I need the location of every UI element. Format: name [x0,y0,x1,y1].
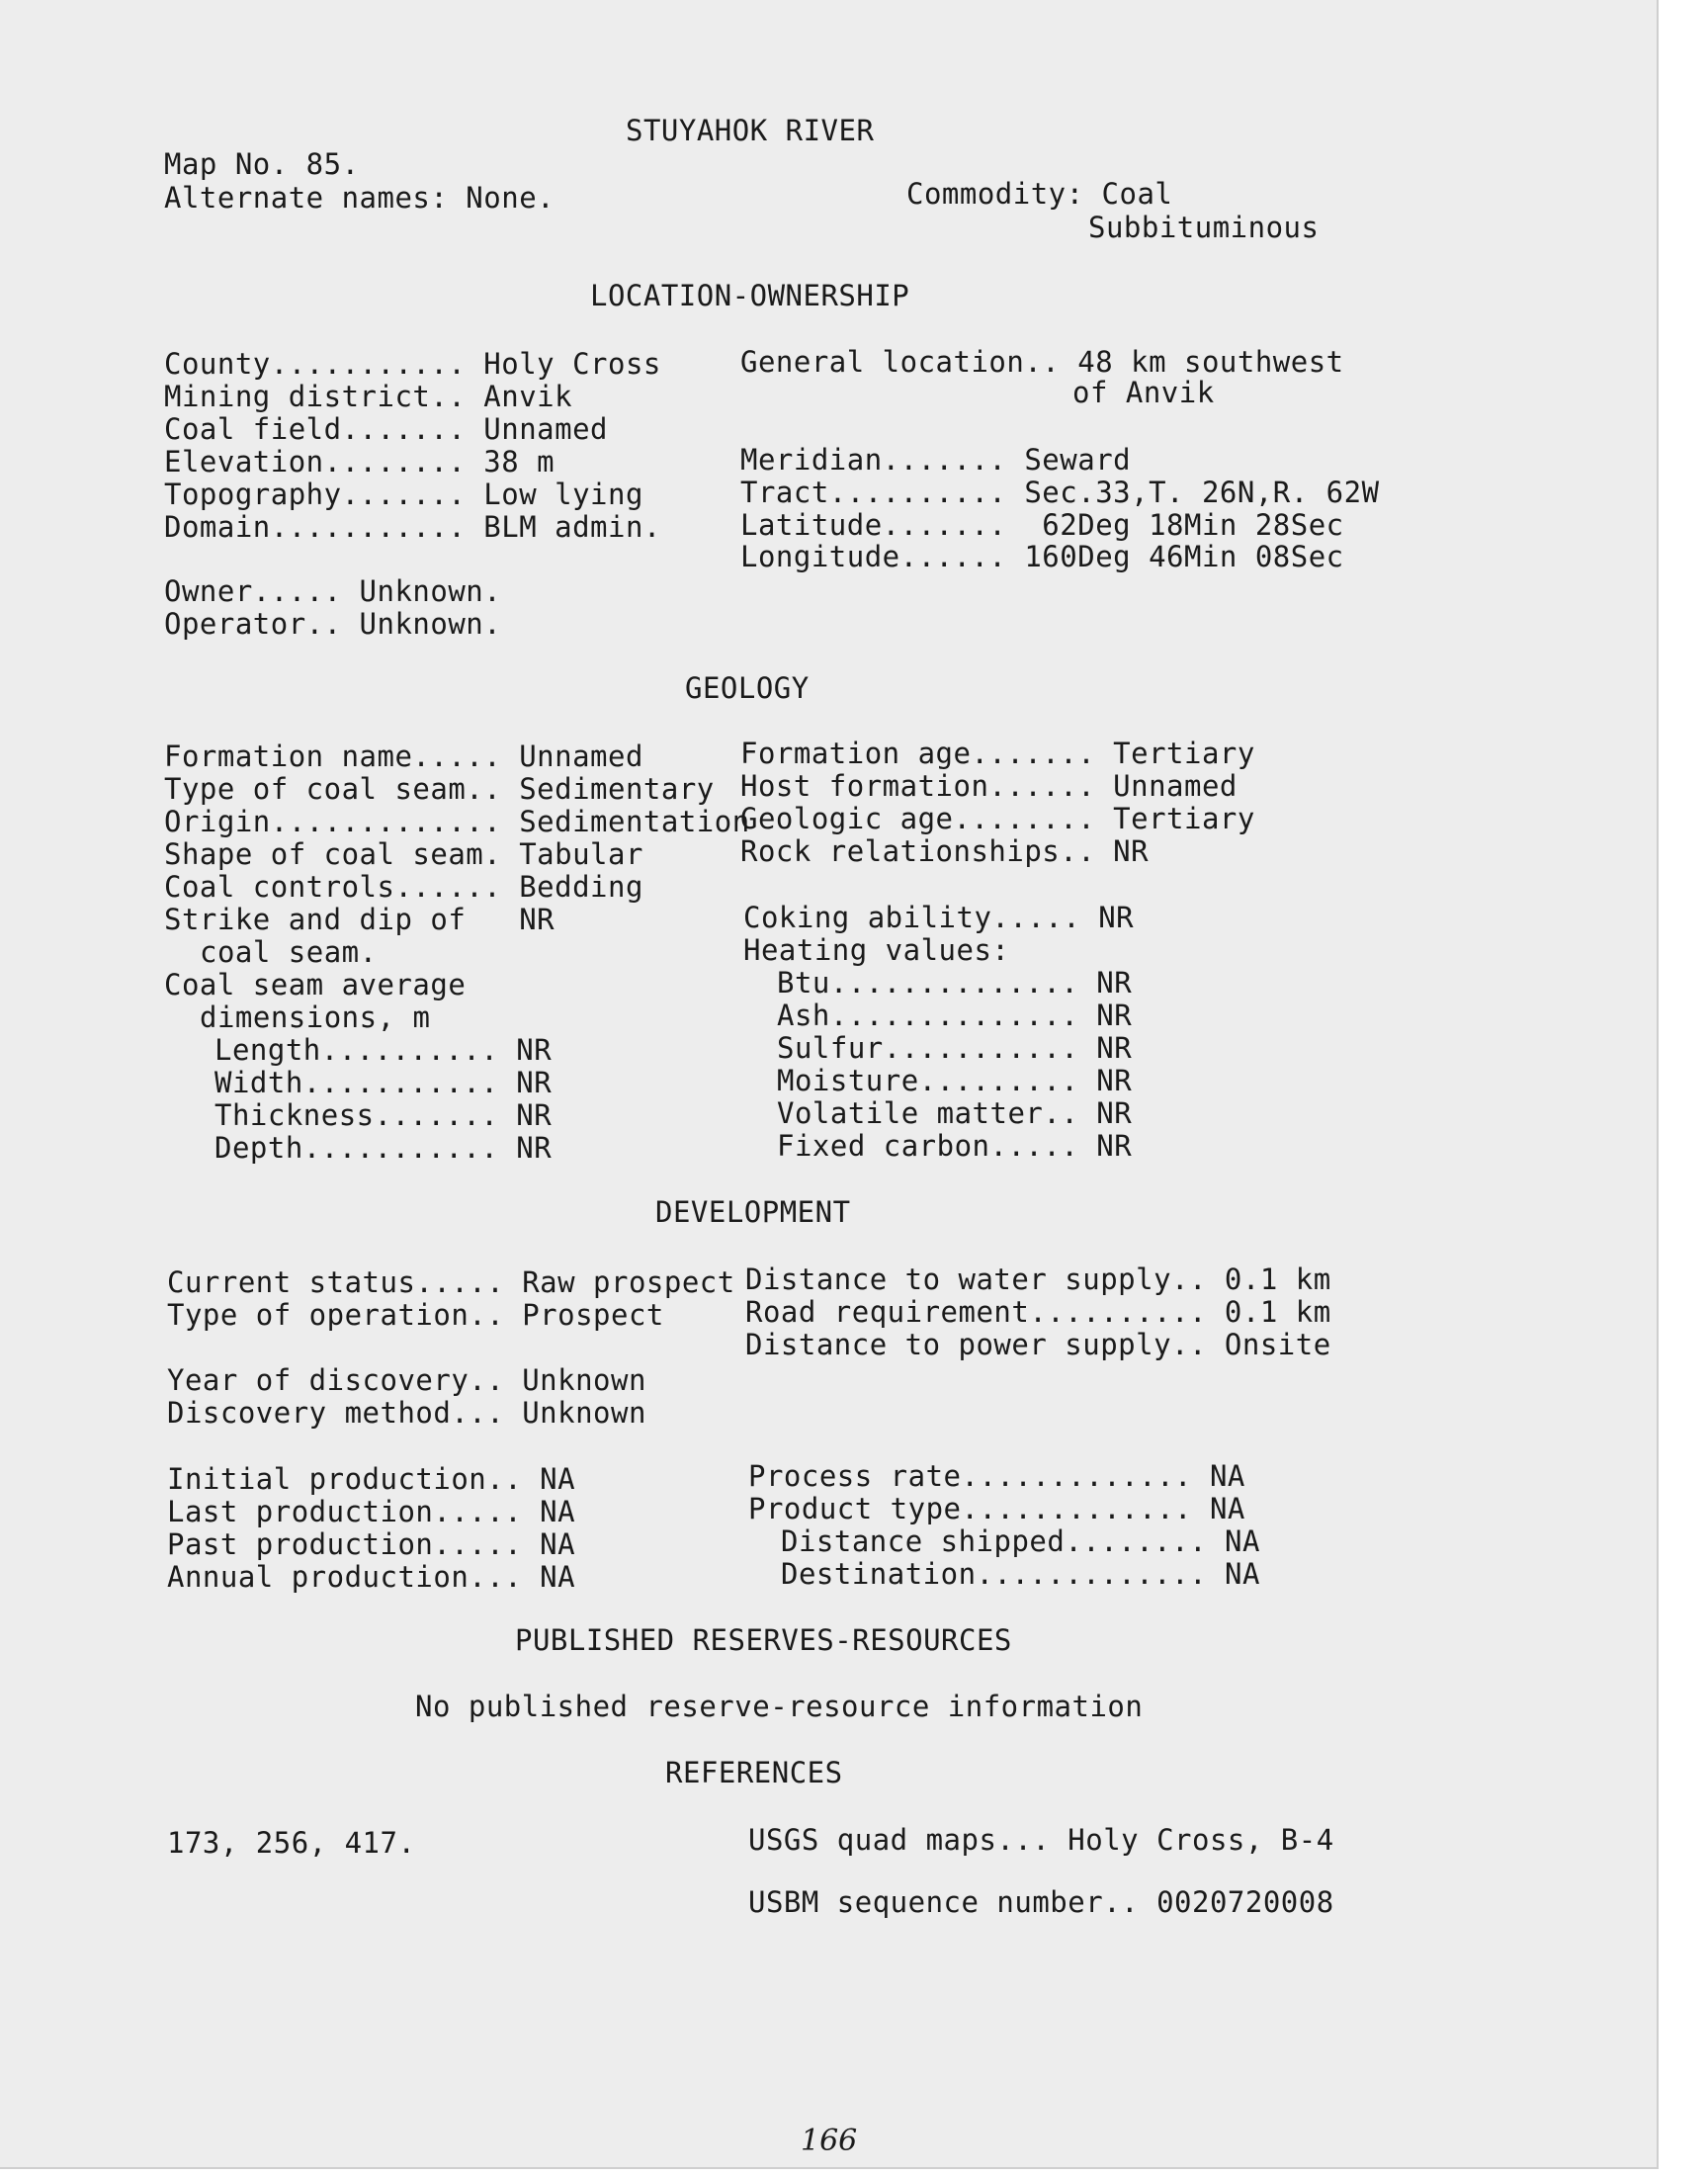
field-type-of-operation: Type of operation.. Prospect [167,1298,664,1332]
field-annual-production: Annual production... NA [167,1560,576,1594]
map-number: Map No. 85. [164,147,360,181]
field-fixed-carbon: Fixed carbon..... NR [777,1129,1133,1163]
field-mining-district: Mining district.. Anvik [164,380,573,413]
field-year-of-discovery: Year of discovery.. Unknown [167,1363,646,1397]
field-county: County........... Holy Cross [164,347,661,381]
reserves-text: No published reserve-resource information [415,1690,1144,1723]
field-btu: Btu.............. NR [777,966,1133,1000]
field-distance-power: Distance to power supply.. Onsite [745,1328,1331,1361]
field-seam-average: Coal seam average [164,968,467,1001]
field-initial-production: Initial production.. NA [167,1462,576,1496]
commodity-type: Subbituminous [1088,211,1320,244]
field-host-formation: Host formation...... Unnamed [740,769,1238,803]
section-heading-geology: GEOLOGY [685,671,810,705]
section-heading-development: DEVELOPMENT [655,1195,851,1229]
field-latitude: Latitude....... 62Deg 18Min 28Sec [740,508,1344,542]
section-heading-location: LOCATION-OWNERSHIP [590,279,910,312]
field-geologic-age: Geologic age........ Tertiary [740,802,1255,835]
field-width: Width........... NR [214,1066,553,1099]
field-distance-water: Distance to water supply.. 0.1 km [745,1262,1331,1296]
field-elevation: Elevation........ 38 m [164,445,555,478]
field-origin: Origin............. Sedimentation [164,805,750,838]
field-destination: Destination............. NA [781,1557,1260,1591]
field-strike-dip: Strike and dip of NR [164,903,555,936]
field-ash: Ash.............. NR [777,999,1133,1032]
field-road-requirement: Road requirement.......... 0.1 km [745,1295,1331,1329]
field-operator: Operator.. Unknown. [164,607,502,641]
field-rock-relationships: Rock relationships.. NR [740,834,1150,868]
field-tract: Tract.......... Sec.33,T. 26N,R. 62W [740,476,1380,509]
field-heating-values: Heating values: [743,933,1010,967]
section-heading-reserves: PUBLISHED RESERVES-RESOURCES [515,1623,1012,1657]
usgs-quad-maps: USGS quad maps... Holy Cross, B-4 [748,1823,1334,1857]
usbm-sequence-number: USBM sequence number.. 0020720008 [748,1885,1334,1919]
section-heading-references: REFERENCES [665,1756,843,1789]
field-meridian: Meridian....... Seward [740,443,1132,477]
field-depth: Depth........... NR [214,1131,553,1165]
field-type-of-coal-seam: Type of coal seam.. Sedimentary [164,772,715,806]
field-strike-dip-cont: coal seam. [200,935,378,969]
field-formation-age: Formation age....... Tertiary [740,737,1255,770]
document-title: STUYAHOK RIVER [626,114,875,147]
field-current-status: Current status..... Raw prospect [167,1265,735,1299]
field-discovery-method: Discovery method... Unknown [167,1396,646,1430]
field-last-production: Last production..... NA [167,1495,576,1528]
field-coking-ability: Coking ability..... NR [743,901,1135,934]
field-past-production: Past production..... NA [167,1527,576,1561]
field-length: Length.......... NR [214,1033,553,1067]
field-coal-field: Coal field....... Unnamed [164,412,608,446]
field-process-rate: Process rate............. NA [748,1459,1245,1493]
field-general-location: General location.. 48 km southwest [740,345,1344,379]
field-sulfur: Sulfur........... NR [777,1031,1133,1065]
alternate-names: Alternate names: None. [164,181,555,215]
reference-numbers: 173, 256, 417. [167,1826,416,1860]
field-longitude: Longitude...... 160Deg 46Min 08Sec [740,540,1344,573]
field-moisture: Moisture......... NR [777,1064,1133,1097]
field-coal-controls: Coal controls...... Bedding [164,870,643,904]
field-distance-shipped: Distance shipped........ NA [781,1524,1260,1558]
field-volatile-matter: Volatile matter.. NR [777,1096,1133,1130]
field-domain: Domain........... BLM admin. [164,510,661,544]
commodity: Commodity: Coal [906,177,1173,211]
field-owner: Owner..... Unknown. [164,574,502,608]
field-general-location-cont: of Anvik [1072,376,1215,409]
field-thickness: Thickness....... NR [214,1098,553,1132]
page-number: 166 [801,2124,858,2158]
field-topography: Topography....... Low lying [164,478,643,511]
field-formation-name: Formation name..... Unnamed [164,740,643,773]
field-shape: Shape of coal seam. Tabular [164,837,643,871]
field-seam-average-cont: dimensions, m [200,1000,431,1034]
field-product-type: Product type............. NA [748,1492,1245,1525]
